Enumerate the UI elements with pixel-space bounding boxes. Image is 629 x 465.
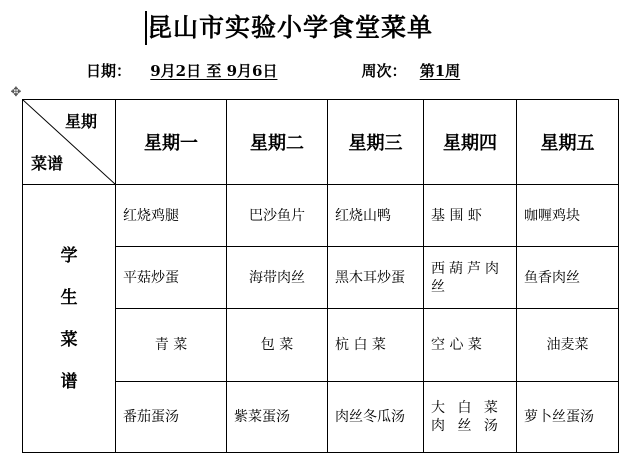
- student-menu-label: 学 生 菜 谱: [23, 185, 116, 453]
- dish-cell: 紫菜蛋汤: [227, 382, 328, 453]
- dish-cell: 红烧山鸭: [328, 185, 424, 247]
- dish-cell: 海带肉丝: [227, 247, 328, 309]
- dish-cell: 黑木耳炒蛋: [328, 247, 424, 309]
- menu-meta: [86, 60, 460, 82]
- dish-cell: 包 菜: [227, 309, 328, 382]
- corner-menu-label: 菜谱: [31, 154, 64, 173]
- day-monday: 星期一: [116, 100, 227, 185]
- table-row: [23, 185, 619, 247]
- table-move-handle-icon[interactable]: ✥: [10, 85, 22, 100]
- week-value: 第1周: [419, 62, 461, 80]
- corner-cell: [23, 100, 116, 185]
- dish-cell: 萝卜丝蛋汤: [517, 382, 619, 453]
- dish-cell: 巴沙鱼片: [227, 185, 328, 247]
- dish-cell: 基 围 虾: [424, 185, 517, 247]
- dish-cell: 空 心 菜: [424, 309, 517, 382]
- dish-cell: 平菇炒蛋: [116, 247, 227, 309]
- header-row: [23, 100, 619, 185]
- dish-cell: 大 白 菜 肉 丝 汤: [424, 382, 517, 453]
- dish-cell: 杭 白 菜: [328, 309, 424, 382]
- dish-cell: 青 菜: [116, 309, 227, 382]
- date-value: 9月2日 至 9月6日: [150, 62, 278, 80]
- corner-weekday-label: 星期: [64, 112, 97, 131]
- menu-table: [22, 99, 619, 453]
- page-title: 昆山市实验小学食堂菜单: [147, 13, 434, 42]
- day-friday: 星期五: [517, 100, 619, 185]
- dish-cell: 肉丝冬瓜汤: [328, 382, 424, 453]
- dish-cell: 红烧鸡腿: [116, 185, 227, 247]
- day-tuesday: 星期二: [227, 100, 328, 185]
- day-thursday: 星期四: [424, 100, 517, 185]
- dish-cell: 咖喱鸡块: [517, 185, 619, 247]
- dish-cell: 鱼香肉丝: [517, 247, 619, 309]
- week-label: 周次：: [361, 62, 407, 80]
- day-wednesday: 星期三: [328, 100, 424, 185]
- dish-cell: 西葫芦肉丝: [424, 247, 517, 309]
- date-label: 日期：: [86, 62, 132, 80]
- dish-cell: 油麦菜: [517, 309, 619, 382]
- dish-cell: 番茄蛋汤: [116, 382, 227, 453]
